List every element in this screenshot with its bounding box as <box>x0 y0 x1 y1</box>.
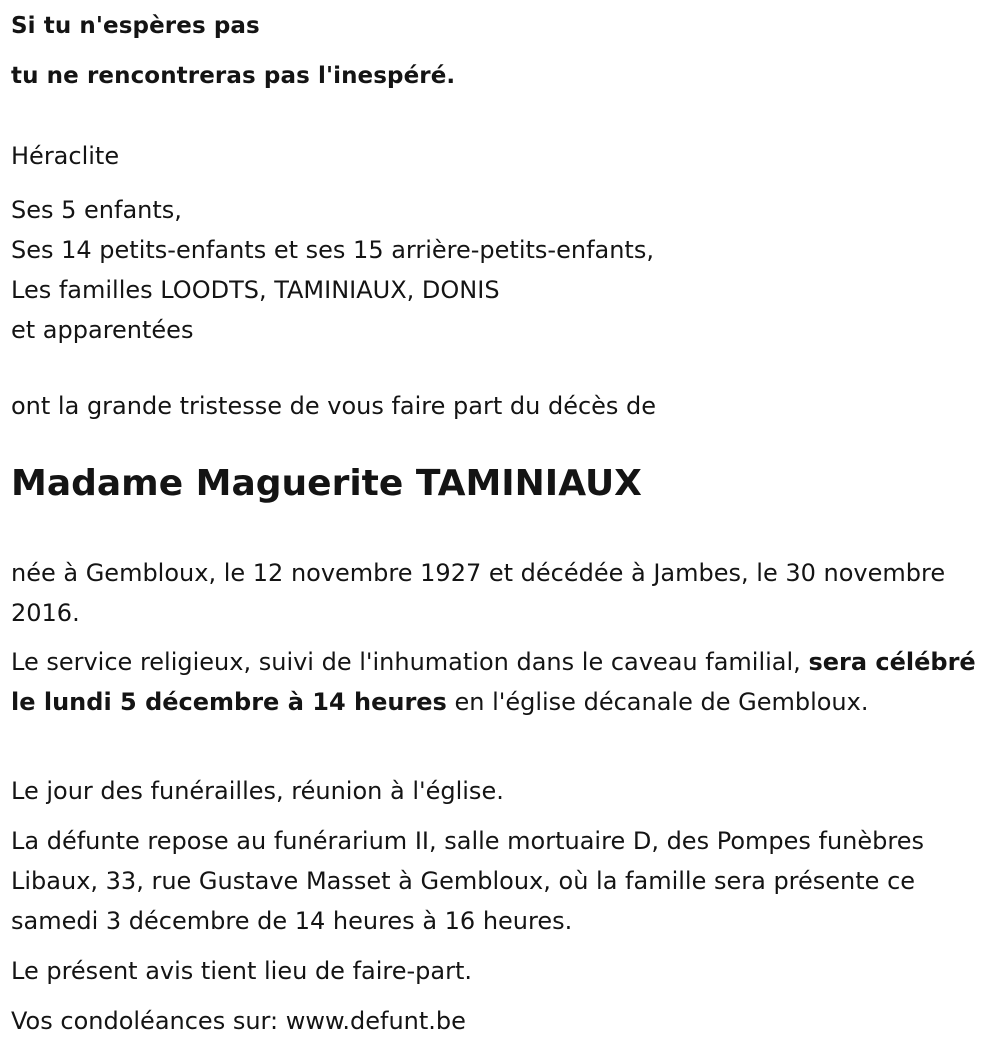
service-text-after: en l'église décanale de Gembloux. <box>446 688 869 716</box>
notice-text: Le présent avis tient lieu de faire-part. <box>11 957 473 985</box>
service-date-bold: sera célébré le lundi 5 décembre à 14 heures <box>11 648 976 716</box>
family-line: Les familles LOODTS, TAMINIAUX, DONIS <box>11 276 500 304</box>
service-info <box>11 642 986 722</box>
announcement: ont la grande tristesse de vous faire part du décès de <box>11 392 657 420</box>
birth-death-info: née à Gembloux, le 12 novembre 1927 et décédée à Jambes, le 30 novembre 2016. <box>11 559 946 627</box>
funeral-home-info: La défunte repose au funérarium II, salle mortuaire D, des Pompes funèbres Libaux, 33, rue Gustave Masset à Gembloux, où la famille sera présente ce samedi 3 décembre de 14 heures à 16 heures. <box>11 827 924 935</box>
quote-line-1: Si tu n'espères pas <box>11 13 260 39</box>
family-line: et apparentées <box>11 316 194 344</box>
meeting-info: Le jour des funérailles, réunion à l'église. <box>11 777 504 805</box>
deceased-name: Madame Maguerite TAMINIAUX <box>11 463 642 504</box>
service-text-before: Le service religieux, suivi de l'inhumation dans le caveau familial, <box>11 648 809 676</box>
family-line: Ses 14 petits-enfants et ses 15 arrière-petits-enfants, <box>11 236 654 264</box>
condolences-link[interactable]: Vos condoléances sur: www.defunt.be <box>11 1007 466 1035</box>
quote-author: Héraclite <box>11 142 120 170</box>
quote-line-2: tu ne rencontreras pas l'inespéré. <box>11 63 456 89</box>
family-line: Ses 5 enfants, <box>11 196 182 224</box>
family-list <box>11 190 654 350</box>
